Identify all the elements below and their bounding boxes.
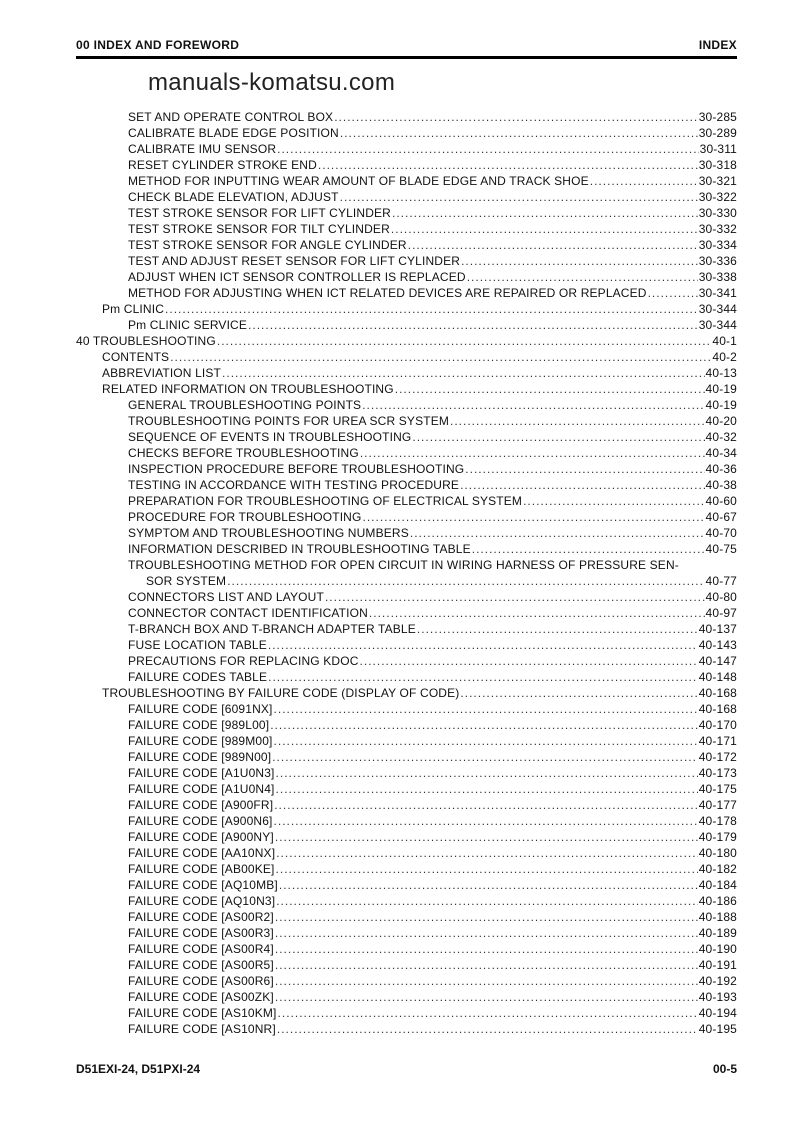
toc-entry[interactable] — [76, 781, 737, 797]
toc-entry-page: 40-137 — [698, 622, 737, 636]
toc-entry-page: 40-191 — [698, 958, 737, 972]
toc-entry-page: 40-178 — [698, 814, 737, 828]
toc-entry[interactable] — [76, 173, 737, 189]
toc-entry-page: 40-171 — [698, 734, 737, 748]
toc-entry[interactable] — [76, 813, 737, 829]
toc-entry-title: TROUBLESHOOTING METHOD FOR OPEN CIRCUIT IN WIRING HARNESS OF PRESSURE SEN- — [128, 558, 679, 572]
toc-entry-title: CALIBRATE IMU SENSOR — [128, 142, 277, 156]
toc-entry[interactable] — [76, 509, 737, 525]
toc-entry[interactable] — [76, 349, 737, 365]
toc-entry-page: 40-60 — [705, 494, 737, 508]
dot-leader — [472, 541, 705, 557]
toc-entry[interactable] — [76, 525, 737, 541]
toc-entry-page: 40-32 — [705, 430, 737, 444]
toc-entry-title: Pm CLINIC — [102, 302, 165, 316]
toc-entry[interactable] — [76, 157, 737, 173]
dot-leader — [465, 461, 704, 477]
toc-entry-page: 40-168 — [698, 702, 737, 716]
toc-entry-title: SOR SYSTEM — [146, 574, 227, 588]
toc-entry-page: 40-143 — [698, 638, 737, 652]
toc-entry-title: GENERAL TROUBLESHOOTING POINTS — [128, 398, 362, 412]
toc-entry[interactable] — [76, 381, 737, 397]
toc-entry-title: FAILURE CODE [AS00R5] — [128, 958, 274, 972]
page-header — [76, 38, 737, 52]
toc-entry-title: FAILURE CODE [A900FR] — [128, 798, 274, 812]
toc-entry-title: FAILURE CODE [A1U0N3] — [128, 766, 275, 780]
toc-entry[interactable] — [76, 429, 737, 445]
dot-leader — [460, 685, 697, 701]
toc-entry-page: 30-330 — [698, 206, 737, 220]
toc-entry-page: 40-175 — [698, 782, 737, 796]
toc-entry-title: FAILURE CODE [989N00] — [128, 750, 272, 764]
toc-entry-title: T-BRANCH BOX AND T-BRANCH ADAPTER TABLE — [128, 622, 416, 636]
toc-entry-title: CONTENTS — [102, 350, 170, 364]
section-title: 00 INDEX AND FOREWORD — [76, 38, 240, 52]
dot-leader — [276, 781, 698, 797]
toc-entry-title: FAILURE CODE [A900N6] — [128, 814, 273, 828]
toc-entry-title: SYMPTOM AND TROUBLESHOOTING NUMBERS — [128, 526, 409, 540]
toc-entry-page: 40-2 — [712, 350, 737, 364]
dot-leader — [408, 237, 698, 253]
dot-leader — [275, 973, 698, 989]
toc-entry-title: FAILURE CODE [A1U0N4] — [128, 782, 275, 796]
toc-entry-title: CONNECTORS LIST AND LAYOUT — [128, 590, 324, 604]
page-number: 00-5 — [712, 1062, 737, 1076]
header-rule — [76, 56, 737, 59]
toc-entry-title: FAILURE CODE [AS00R6] — [128, 974, 274, 988]
toc-entry[interactable] — [76, 109, 737, 125]
toc-entry-page: 40-172 — [698, 750, 737, 764]
toc-entry[interactable] — [76, 749, 737, 765]
toc-entry-page: 40-19 — [705, 398, 737, 412]
toc-entry-page: 40-97 — [705, 606, 737, 620]
toc-entry-page: 40-192 — [698, 974, 737, 988]
toc-entry[interactable] — [76, 189, 737, 205]
dot-leader — [275, 925, 698, 941]
toc-entry-page: 40-188 — [698, 910, 737, 924]
dot-leader — [410, 525, 705, 541]
toc-entry-title: ABBREVIATION LIST — [102, 366, 222, 380]
toc-entry-title: FAILURE CODE [AA10NX] — [128, 846, 276, 860]
toc-entry-page: 30-341 — [698, 286, 737, 300]
dot-leader — [461, 253, 698, 269]
toc-entry-page: 30-334 — [698, 238, 737, 252]
toc-entry[interactable] — [76, 573, 737, 589]
dot-leader — [523, 493, 704, 509]
toc-entry[interactable] — [76, 589, 737, 605]
toc-entry-page: 40-184 — [698, 878, 737, 892]
toc-entry-title: FAILURE CODE [989L00] — [128, 718, 270, 732]
toc-entry-title: INFORMATION DESCRIBED IN TROUBLESHOOTING TABLE — [128, 542, 471, 556]
toc-entry-title: TEST STROKE SENSOR FOR LIFT CYLINDER — [128, 206, 392, 220]
dot-leader — [268, 669, 698, 685]
toc-entry-title: FAILURE CODE [989M00] — [128, 734, 273, 748]
toc-entry[interactable] — [76, 941, 737, 957]
dot-leader — [276, 765, 698, 781]
toc-entry[interactable] — [76, 493, 737, 509]
toc-entry[interactable] — [76, 301, 737, 317]
toc-entry-page: 30-311 — [699, 142, 737, 156]
dot-leader — [277, 1021, 698, 1037]
toc-entry-page: 40-67 — [705, 510, 737, 524]
toc-entry-title: TEST STROKE SENSOR FOR TILT CYLINDER — [128, 222, 390, 236]
toc-entry-title: FAILURE CODE [AS00ZK] — [128, 990, 274, 1004]
toc-entry[interactable] — [76, 621, 737, 637]
toc-entry[interactable] — [76, 205, 737, 221]
toc-entry-page: 30-332 — [698, 222, 737, 236]
toc-entry-page: 40-177 — [698, 798, 737, 812]
dot-leader — [278, 1005, 698, 1021]
dot-leader — [412, 429, 704, 445]
page-footer — [76, 1062, 737, 1076]
dot-leader — [222, 365, 705, 381]
dot-leader — [395, 381, 705, 397]
toc-entry-page: 40-77 — [705, 574, 737, 588]
toc-entry-title: FAILURE CODE [AS10NR] — [128, 1022, 276, 1036]
toc-entry-title: PREPARATION FOR TROUBLESHOOTING OF ELECTRICAL SYSTEM — [128, 494, 523, 508]
toc-entry-page: 30-344 — [698, 302, 737, 316]
toc-entry[interactable] — [76, 893, 737, 909]
toc-entry-title: SET AND OPERATE CONTROL BOX — [128, 110, 334, 124]
model-numbers: D51EXI-24, D51PXI-24 — [76, 1062, 201, 1076]
toc-entry[interactable] — [76, 861, 737, 877]
toc-entry[interactable] — [76, 717, 737, 733]
dot-leader — [391, 221, 698, 237]
toc-entry-page: 40-170 — [698, 718, 737, 732]
toc-entry-page: 30-289 — [698, 126, 737, 140]
toc-entry-title: SEQUENCE OF EVENTS IN TROUBLESHOOTING — [128, 430, 412, 444]
dot-leader — [648, 285, 698, 301]
dot-leader — [275, 957, 698, 973]
toc-entry[interactable] — [76, 365, 737, 381]
toc-entry-page: 40-34 — [705, 446, 737, 460]
dot-leader — [275, 829, 698, 845]
dot-leader — [274, 701, 698, 717]
toc-entry-title: METHOD FOR ADJUSTING WHEN ICT RELATED DEVICES ARE REPAIRED OR REPLACED — [128, 286, 647, 300]
toc-entry-page: 40-38 — [705, 478, 737, 492]
toc-entry-page: 40-180 — [698, 846, 737, 860]
toc-entry-page: 30-322 — [698, 190, 737, 204]
header-index-label: INDEX — [698, 38, 737, 52]
toc-entry-title: 40 TROUBLESHOOTING — [76, 334, 216, 348]
toc-entry[interactable] — [76, 541, 737, 557]
toc-entry-title: FAILURE CODE [AS10KM] — [128, 1006, 277, 1020]
toc-entry-page: 40-20 — [705, 414, 737, 428]
toc-entry[interactable] — [76, 285, 737, 301]
toc-entry-title: METHOD FOR INPUTTING WEAR AMOUNT OF BLADE EDGE AND TRACK SHOE — [128, 174, 589, 188]
toc-entry[interactable] — [76, 701, 737, 717]
dot-leader — [272, 749, 698, 765]
dot-leader — [450, 413, 705, 429]
toc-entry[interactable] — [76, 237, 737, 253]
toc-entry-title: CHECKS BEFORE TROUBLESHOOTING — [128, 446, 359, 460]
toc-entry-page: 40-19 — [705, 382, 737, 396]
dot-leader — [417, 621, 698, 637]
toc-entry-page: 40-194 — [698, 1006, 737, 1020]
dot-leader — [590, 173, 698, 189]
toc-entry[interactable] — [76, 557, 737, 573]
toc-entry[interactable] — [76, 829, 737, 845]
toc-entry[interactable] — [76, 461, 737, 477]
toc-entry[interactable] — [76, 333, 737, 349]
toc-entry-page: 40-1 — [712, 334, 737, 348]
toc-entry[interactable] — [76, 253, 737, 269]
toc-entry-title: CALIBRATE BLADE EDGE POSITION — [128, 126, 339, 140]
toc-entry-page: 30-318 — [698, 158, 737, 172]
toc-entry[interactable] — [76, 877, 737, 893]
toc-entry-title: FAILURE CODE [AQ10MB] — [128, 878, 278, 892]
toc-entry[interactable] — [76, 141, 737, 157]
toc-entry[interactable] — [76, 669, 737, 685]
toc-entry-page: 40-186 — [698, 894, 737, 908]
watermark: manuals-komatsu.com — [148, 69, 396, 96]
toc-entry[interactable] — [76, 637, 737, 653]
dot-leader — [276, 861, 698, 877]
dot-leader — [217, 333, 712, 349]
toc-entry[interactable] — [76, 413, 737, 429]
toc-entry-page: 40-70 — [705, 526, 737, 540]
toc-entry-title: PROCEDURE FOR TROUBLESHOOTING — [128, 510, 362, 524]
toc-entry[interactable] — [76, 317, 737, 333]
dot-leader — [460, 477, 704, 493]
dot-leader — [170, 349, 711, 365]
toc-entry[interactable] — [76, 957, 737, 973]
toc-entry-page: 40-193 — [698, 990, 737, 1004]
toc-entry-page: 40-168 — [698, 686, 737, 700]
toc-entry[interactable] — [76, 909, 737, 925]
dot-leader — [318, 157, 698, 173]
toc-entry-title: RELATED INFORMATION ON TROUBLESHOOTING — [102, 382, 394, 396]
toc-entry-title: TESTING IN ACCORDANCE WITH TESTING PROCEDURE — [128, 478, 460, 492]
toc-entry-title: FAILURE CODE [AQ10N3] — [128, 894, 276, 908]
toc-entry-page: 40-189 — [698, 926, 737, 940]
dot-leader — [360, 445, 705, 461]
toc-entry-title: INSPECTION PROCEDURE BEFORE TROUBLESHOOTING — [128, 462, 465, 476]
dot-leader — [369, 605, 705, 621]
toc-entry[interactable] — [76, 653, 737, 669]
toc-entry-title: CONNECTOR CONTACT IDENTIFICATION — [128, 606, 368, 620]
toc-entry-page: 40-75 — [705, 542, 737, 556]
dot-leader — [325, 589, 705, 605]
toc-entry[interactable] — [76, 1021, 737, 1037]
toc-entry-title: FAILURE CODE [A900NY] — [128, 830, 274, 844]
toc-entry-title: Pm CLINIC SERVICE — [128, 318, 248, 332]
dot-leader — [363, 509, 705, 525]
dot-leader — [276, 893, 698, 909]
toc-entry-title: PRECAUTIONS FOR REPLACING KDOC — [128, 654, 359, 668]
toc-entry-title: TROUBLESHOOTING POINTS FOR UREA SCR SYSTEM — [128, 414, 450, 428]
toc-entry[interactable] — [76, 1005, 737, 1021]
toc-entry-page: 40-173 — [698, 766, 737, 780]
toc-entry-page: 30-336 — [698, 254, 737, 268]
toc-entry-page: 40-190 — [698, 942, 737, 956]
toc-entry-title: FAILURE CODE [AS00R2] — [128, 910, 274, 924]
dot-leader — [165, 301, 698, 317]
toc-entry-page: 40-195 — [698, 1022, 737, 1036]
toc-entry-title: FAILURE CODE [6091NX] — [128, 702, 273, 716]
toc-entry[interactable] — [76, 733, 737, 749]
dot-leader — [270, 717, 698, 733]
toc-entry-page: 40-36 — [705, 462, 737, 476]
toc-entry-title: FAILURE CODE [AS00R4] — [128, 942, 274, 956]
dot-leader — [362, 397, 704, 413]
dot-leader — [275, 909, 698, 925]
toc-entry[interactable] — [76, 925, 737, 941]
toc-entry-title: FAILURE CODE [AS00R3] — [128, 926, 274, 940]
toc-entry-page: 40-148 — [698, 670, 737, 684]
dot-leader — [340, 125, 698, 141]
toc-entry[interactable] — [76, 605, 737, 621]
toc-entry-page: 40-182 — [698, 862, 737, 876]
toc-entry-title: ADJUST WHEN ICT SENSOR CONTROLLER IS REPLACED — [128, 270, 466, 284]
toc-entry-title: TEST AND ADJUST RESET SENSOR FOR LIFT CYLINDER — [128, 254, 461, 268]
dot-leader — [275, 941, 698, 957]
toc-entry-page: 40-80 — [705, 590, 737, 604]
dot-leader — [274, 733, 698, 749]
toc-entry-title: RESET CYLINDER STROKE END — [128, 158, 317, 172]
toc-entry-title: FUSE LOCATION TABLE — [128, 638, 267, 652]
toc-entry-page: 30-321 — [698, 174, 737, 188]
toc-entry-page: 40-147 — [698, 654, 737, 668]
toc-entry[interactable] — [76, 797, 737, 813]
toc-entry-title: FAILURE CODES TABLE — [128, 670, 268, 684]
dot-leader — [274, 797, 698, 813]
dot-leader — [268, 637, 698, 653]
toc-entry[interactable] — [76, 685, 737, 701]
toc-entry-page: 30-344 — [698, 318, 737, 332]
dot-leader — [279, 877, 698, 893]
toc-entry-title: TEST STROKE SENSOR FOR ANGLE CYLINDER — [128, 238, 407, 252]
dot-leader — [275, 989, 698, 1005]
toc-entry[interactable] — [76, 973, 737, 989]
dot-leader — [227, 573, 704, 589]
toc-entry[interactable] — [76, 845, 737, 861]
table-of-contents — [76, 109, 737, 1037]
dot-leader — [334, 109, 698, 125]
toc-entry-page: 30-338 — [698, 270, 737, 284]
toc-entry[interactable] — [76, 477, 737, 493]
toc-entry[interactable] — [76, 269, 737, 285]
dot-leader — [276, 845, 698, 861]
dot-leader — [277, 141, 698, 157]
toc-entry[interactable] — [76, 989, 737, 1005]
toc-entry-page: 40-179 — [698, 830, 737, 844]
toc-entry-title: TROUBLESHOOTING BY FAILURE CODE (DISPLAY OF CODE) — [102, 686, 460, 700]
dot-leader — [274, 813, 698, 829]
dot-leader — [392, 205, 698, 221]
toc-entry[interactable] — [76, 445, 737, 461]
dot-leader — [248, 317, 698, 333]
toc-entry[interactable] — [76, 397, 737, 413]
toc-entry-title: FAILURE CODE [AB00KE] — [128, 862, 275, 876]
dot-leader — [467, 269, 698, 285]
dot-leader — [360, 653, 698, 669]
toc-entry-title: CHECK BLADE ELEVATION, ADJUST — [128, 190, 339, 204]
toc-entry-page: 40-13 — [705, 366, 737, 380]
toc-entry-page: 30-285 — [698, 110, 737, 124]
dot-leader — [340, 189, 698, 205]
toc-entry[interactable] — [76, 221, 737, 237]
toc-entry[interactable] — [76, 765, 737, 781]
toc-entry[interactable] — [76, 125, 737, 141]
